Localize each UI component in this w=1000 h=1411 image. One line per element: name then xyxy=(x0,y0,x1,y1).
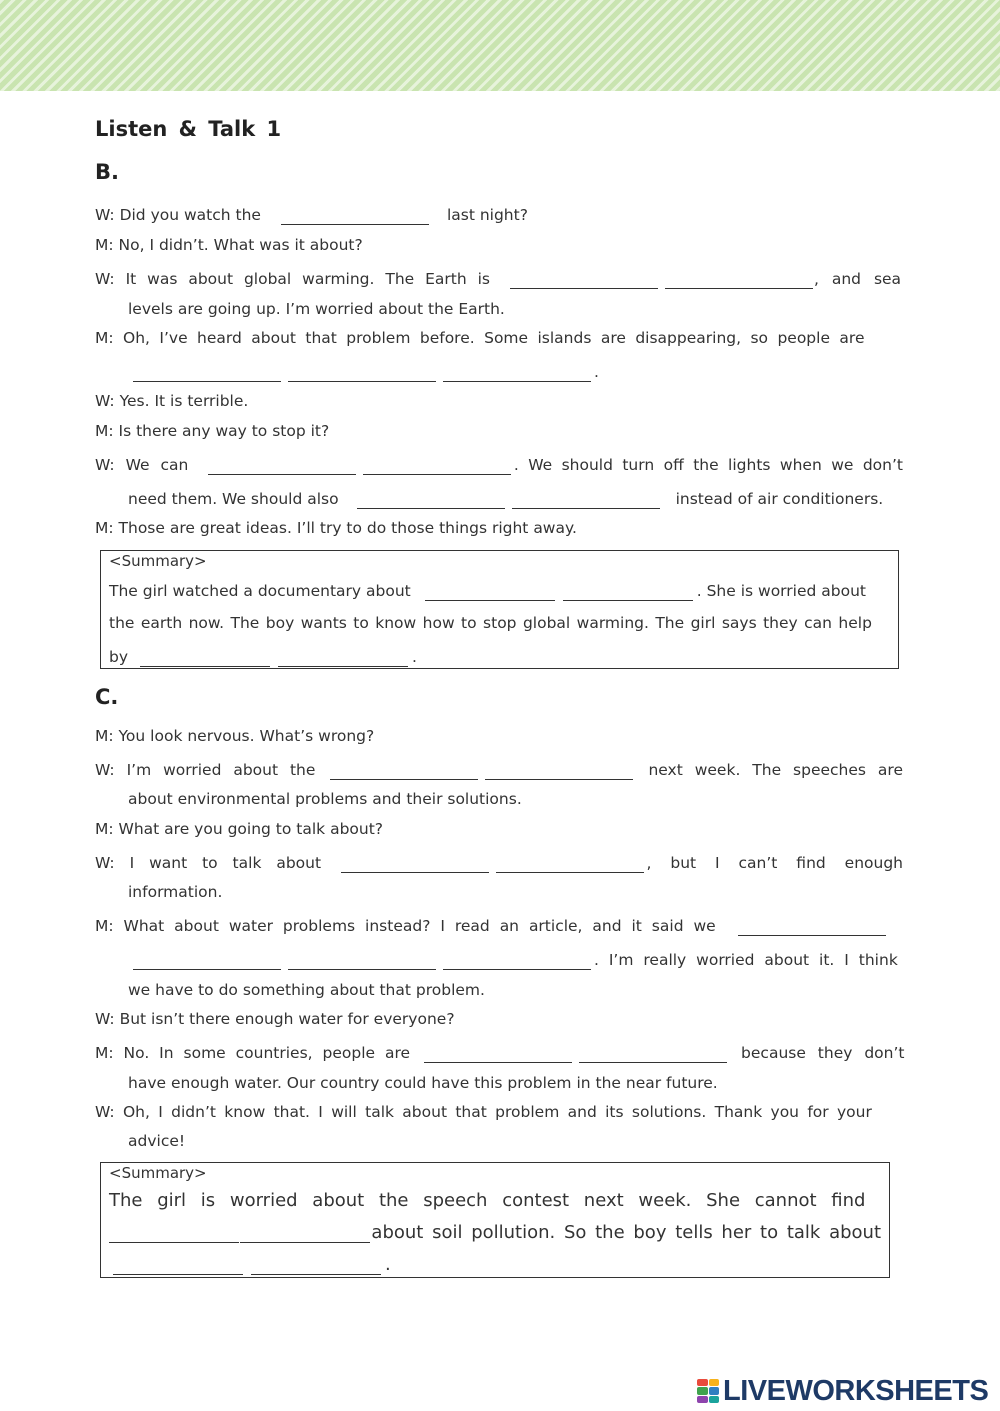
summary-text: The girl watched a documentary about xyxy=(109,582,411,600)
line-text: W: Did you watch the xyxy=(95,206,261,224)
line-text: because they don’t xyxy=(741,1044,905,1062)
summary-text: the earth now. The boy wants to know how to stop global warming. The girl says they can help xyxy=(109,614,872,632)
dialogue-line xyxy=(128,1073,903,1093)
answer-blank[interactable] xyxy=(357,493,505,509)
summary-label: <Summary> xyxy=(109,552,207,570)
answer-blank[interactable] xyxy=(424,1047,572,1063)
line-text: M: Those are great ideas. I’ll try to do those things right away. xyxy=(95,519,577,537)
answer-blank[interactable] xyxy=(512,493,660,509)
answer-blank[interactable] xyxy=(496,857,644,873)
dialogue-line xyxy=(128,1131,903,1151)
answer-blank[interactable] xyxy=(665,273,813,289)
line-text: have enough water. Our country could have this problem in the near future. xyxy=(128,1074,718,1092)
summary-line xyxy=(109,647,890,667)
dialogue-line xyxy=(128,489,903,509)
line-text: . xyxy=(594,363,599,381)
line-text: M: No. In some countries, people are xyxy=(95,1044,411,1062)
page-title: Listen & Talk 1 xyxy=(95,117,282,141)
line-text: W: Oh, I didn’t know that. I will talk about that problem and its solutions. Thank you for your xyxy=(95,1103,872,1121)
answer-blank[interactable] xyxy=(281,209,429,225)
answer-blank[interactable] xyxy=(251,1259,381,1275)
summary-text: . xyxy=(385,1254,391,1275)
line-text: advice! xyxy=(128,1132,186,1150)
summary-text: . She is worried about xyxy=(696,582,866,600)
summary-line xyxy=(109,1255,881,1275)
answer-blank[interactable] xyxy=(278,651,408,667)
dialogue-line xyxy=(95,205,903,225)
summary-text: The girl is worried about the speech contest next week. She cannot find xyxy=(109,1190,866,1211)
line-text: about environmental problems and their solutions. xyxy=(128,790,522,808)
answer-blank[interactable] xyxy=(579,1047,727,1063)
dialogue-line xyxy=(95,916,903,936)
line-text: next week. The speeches are xyxy=(648,761,903,779)
dialogue-line xyxy=(95,518,903,538)
dialogue-line xyxy=(95,421,903,441)
line-text: information. xyxy=(128,883,223,901)
dialogue-line xyxy=(95,1102,903,1122)
answer-blank[interactable] xyxy=(738,920,886,936)
dialogue-line xyxy=(95,391,903,411)
answer-blank[interactable] xyxy=(288,366,436,382)
dialogue-line xyxy=(133,362,908,382)
line-text: W: I want to talk about xyxy=(95,854,322,872)
line-text: W: I’m worried about the xyxy=(95,761,316,779)
summary-text: . xyxy=(412,648,417,666)
line-text: . I’m really worried about it. I think xyxy=(594,951,898,969)
answer-blank[interactable] xyxy=(443,954,591,970)
summary-line xyxy=(109,1191,881,1211)
line-text: W: It was about global warming. The Earth is xyxy=(95,270,490,288)
line-text: M: No, I didn’t. What was it about? xyxy=(95,236,363,254)
line-text: W: We can xyxy=(95,456,189,474)
line-text: , and sea xyxy=(814,270,902,288)
line-text: we have to do something about that problem. xyxy=(128,981,485,999)
dialogue-line xyxy=(95,760,903,780)
dialogue-line xyxy=(95,328,903,348)
dialogue-line xyxy=(128,882,903,902)
answer-blank[interactable] xyxy=(443,366,591,382)
line-text: , but I can’t find enough xyxy=(646,854,903,872)
logo-icon xyxy=(697,1379,719,1403)
dialogue-line xyxy=(133,950,908,970)
answer-blank[interactable] xyxy=(563,585,693,601)
dialogue-line xyxy=(95,269,903,289)
liveworksheets-logo xyxy=(697,1376,993,1406)
line-text: M: What about water problems instead? I read an article, and it said we xyxy=(95,917,716,935)
line-text: . We should turn off the lights when we don’t xyxy=(513,456,903,474)
dialogue-line xyxy=(128,299,903,319)
dialogue-line xyxy=(95,819,903,839)
dialogue-line xyxy=(128,789,903,809)
section-c-heading: C. xyxy=(95,685,119,709)
line-text: levels are going up. I’m worried about the Earth. xyxy=(128,300,505,318)
line-text: last night? xyxy=(446,206,528,224)
answer-blank[interactable] xyxy=(485,764,633,780)
answer-blank[interactable] xyxy=(288,954,436,970)
line-text: instead of air conditioners. xyxy=(675,490,884,508)
line-text: W: Yes. It is terrible. xyxy=(95,392,249,410)
summary-box xyxy=(100,550,899,669)
summary-line xyxy=(109,1223,881,1243)
answer-blank[interactable] xyxy=(208,459,356,475)
summary-box xyxy=(100,1162,890,1278)
answer-blank[interactable] xyxy=(240,1227,370,1243)
summary-line xyxy=(109,581,890,601)
dialogue-line xyxy=(95,726,903,746)
header-banner xyxy=(0,0,1000,91)
dialogue-line xyxy=(95,235,903,255)
summary-line xyxy=(109,613,890,633)
summary-text: by xyxy=(109,648,129,666)
answer-blank[interactable] xyxy=(140,651,270,667)
summary-label: <Summary> xyxy=(109,1164,207,1182)
line-text: need them. We should also xyxy=(128,490,339,508)
line-text: M: You look nervous. What’s wrong? xyxy=(95,727,375,745)
answer-blank[interactable] xyxy=(425,585,555,601)
line-text: M: What are you going to talk about? xyxy=(95,820,384,838)
section-b-heading: B. xyxy=(95,160,119,184)
dialogue-line xyxy=(128,980,903,1000)
answer-blank[interactable] xyxy=(133,366,281,382)
line-text: M: Oh, I’ve heard about that problem before. Some islands are disappearing, so people are xyxy=(95,329,865,347)
answer-blank[interactable] xyxy=(113,1259,243,1275)
dialogue-line xyxy=(95,853,903,873)
logo-text: LIVEWORKSHEETS xyxy=(723,1374,989,1407)
answer-blank[interactable] xyxy=(341,857,489,873)
answer-blank[interactable] xyxy=(330,764,478,780)
summary-text: about soil pollution. So the boy tells her to talk about xyxy=(371,1222,881,1243)
dialogue-line xyxy=(95,1009,903,1029)
line-text: M: Is there any way to stop it? xyxy=(95,422,330,440)
answer-blank[interactable] xyxy=(363,459,511,475)
dialogue-line xyxy=(95,1043,903,1063)
answer-blank[interactable] xyxy=(510,273,658,289)
answer-blank[interactable] xyxy=(133,954,281,970)
dialogue-line xyxy=(95,455,903,475)
answer-blank[interactable] xyxy=(109,1227,239,1243)
line-text: W: But isn’t there enough water for everyone? xyxy=(95,1010,455,1028)
